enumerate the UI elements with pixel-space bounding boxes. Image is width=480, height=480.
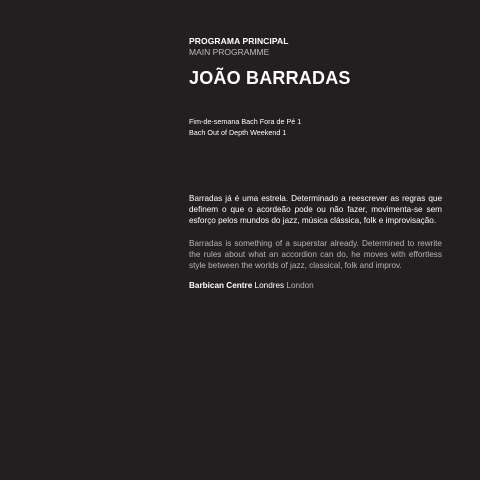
series-title — [189, 116, 442, 138]
description-en: Barradas is something of a superstar already. Determined to rewrite the rules about what an accordion can do, he moves with effortless style between the worlds of jazz, classical, folk and improv. — [189, 239, 442, 270]
venue-city-en: London — [286, 281, 314, 290]
venue-line — [189, 280, 442, 291]
artist-name: JOÃO BARRADAS — [189, 68, 351, 88]
venue-name: Barbican Centre — [189, 281, 253, 290]
series-title-en: Bach Out of Depth Weekend 1 — [189, 128, 287, 137]
venue-city-pt: Londres — [254, 281, 285, 290]
series-title-pt: Fim-de-semana Bach Fora de Pé 1 — [189, 117, 302, 126]
description-pt: Barradas já é uma estrela. Determinado a reescrever as regras que definem o que o acordeão pode ou não fazer, movimenta-se sem esforço pelos mundos do jazz, música clássica, folk e improvisação. — [189, 194, 442, 225]
programme-label-en: MAIN PROGRAMME — [189, 47, 270, 57]
programme-label — [189, 36, 442, 58]
programme-label-pt: PROGRAMA PRINCIPAL — [189, 36, 289, 46]
